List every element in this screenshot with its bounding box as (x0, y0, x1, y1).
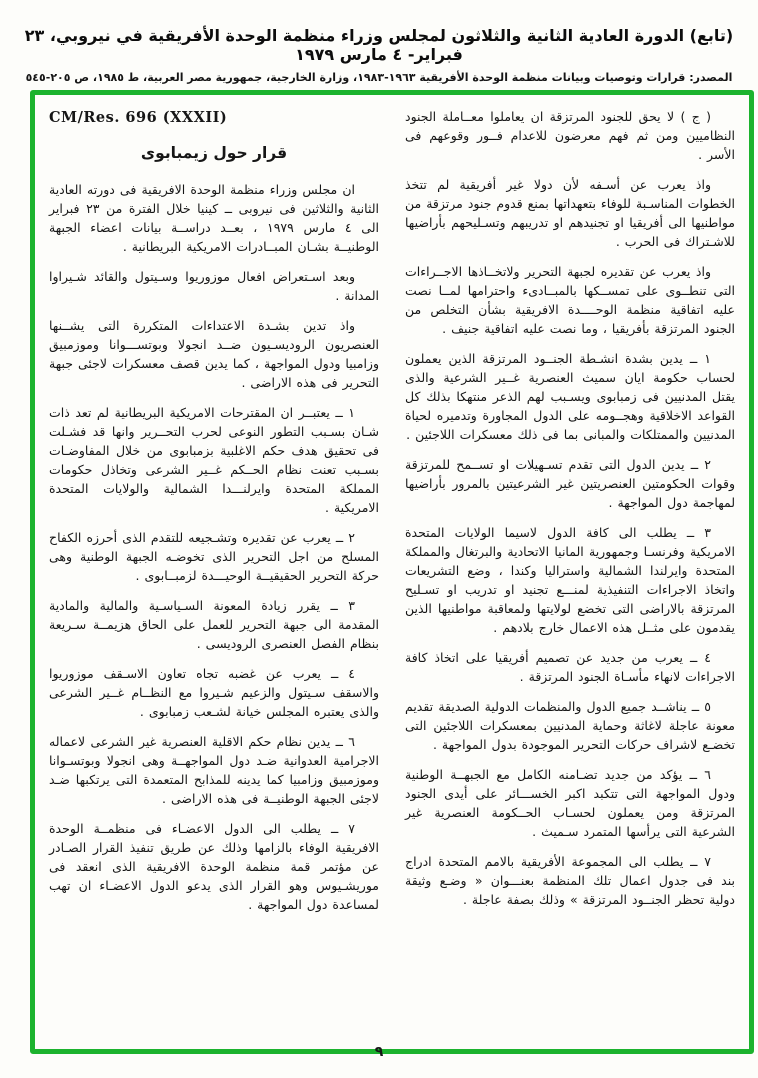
document-frame (30, 90, 754, 1054)
paragraph: ( ج ) لا يحق للجنود المرتزقة ان يعاملوا معــاملة الجنود النظاميين ومن ثم فهم معرضون للاعدام فــور وقوعهم فى الأسر . (405, 109, 735, 162)
column-right (405, 107, 735, 1039)
paragraph: ٣ ــ يطلب الى كافة الدول لاسيما الولايات المتحدة الامريكية وفرنسـا وجمهورية المانيا الاتحادية والبرتغال والمملكة المتحدة وايرلندا الشمالية واستراليا وكندا ، وضع التشريعات واتخاذ الاجراءات التنفيذية لمنـــع تجنيد او تدريب او تسـليح المرتزقة بالاراضى التى تخضع لولايتها ولمعاقبة مواطنيها الذين يقدمون على مثــل هذه الاعمال خارج بلادهم . (405, 525, 735, 635)
paragraph: ٢ ــ يدين الدول التى تقدم تسـهيلات او تســمح للمرتزقة وقوات الحكومتين العنصريتين غير الشرعيتين بالمرور بأراضيها لمهاجمة دول المواجهة . (405, 457, 735, 510)
paragraph: ١ ــ يعتبــر ان المقترحات الامريكية البريطانية لم تعد ذات شـان بسـبب التطور النوعى لحرب التحــرير وانها قد فشـلت فى تحقيق هدف حكم الاغلبية بزمبابوى من خلال المفاوضـات بسـبب تعنت نظام الحــكم غــير الشرعى وتخاذل حكومات المملكة المتحدة وايرلنـــدا الشمالية والولايات المتحدة الامريكية . (49, 405, 379, 515)
paragraph: ٧ ــ يطلب الى الدول الاعضـاء فى منظمــة الوحدة الافريقية الوفاء بالزامها وذلك عن طريق تنفيذ القرار الصـادر عن مؤتمر قمة منظمة الوحدة الافريقية الذى انعقد فى موريشـيوس وهو القرار الذى يدعو الدول الاعضـاء ان تهب لمساعدة دول المواجهة . (49, 821, 379, 912)
paragraph: واذ تدين بشـدة الاعتداءات المتكررة التى يشــنها العنصريون الروديسـيون ضــد انجولا وبوتســـوانا وموزمبيق وزامبيا ودول المواجهة ، كما يدين قصف معسكرات لاجئى جبهة التحرير فى هذه الاراضى . (49, 318, 379, 390)
header-source: المصدر: قرارات وتوصيات وبيانات منظمة الوحدة الأفريقية ١٩٦٣-١٩٨٣، وزارة الخارجية، جمهورية مصر العربية، ط ١٩٨٥، ص ٢٠٥-٥٤٥ (25, 71, 733, 84)
resolution-title: قرار حول زيمبابوى (140, 144, 288, 162)
paragraph: ٢ ــ يعرب عن تقديره وتشـجيعه للتقدم الذى أحرزه الكفاح المسلح من اجل التحرير الذى تخوضـه الجبهة الوطنية وهى حركة التحرير الحقيقيــة الوحيـــدة لزمبــابوى . (49, 530, 379, 583)
paragraph: ٤ ــ يعرب عن غضبه تجاه تعاون الاسـقف موزوريوا والاسقف سـيتول والزعيم شـيروا مع النظــام غــير الشرعى والذى يعتبره المجلس خيانة لشـعب زمبابوى . (49, 666, 379, 719)
paragraph: ٣ ــ يقرر زيادة المعونة السـياسـية والمالية والمادية المقدمة الى جبهة التحرير للعمل على الحاق هزيمــة سـريعة بنظام الفصل العنصرى الروديسى . (49, 598, 379, 651)
paragraph: ١ ــ يدين بشدة انشـطة الجنــود المرتزقة الذين يعملون لحساب حكومة ايان سميث العنصرية غــير الشرعية والذى يقتل المدنيين فى زمبابوى ويسـبب لهم الذعر منتهكا بذلك كل القواعد الاخلاقية وهجــومه على الدول المجاورة وتدميره لحياة المدنيين والممتلكات والمبانى بما فى ذلك معسكرات اللاجئين . (405, 351, 735, 442)
paragraph: وبعد اسـتعراض افعال موزوريوا وسـيتول والقائد شـيراوا المدانة . (49, 269, 379, 303)
paragraph: ٦ ــ يدين نظام حكم الاقلية العنصرية غير الشرعى لاعماله الاجرامية العدوانية ضـد دول المواجهــة وهى انجولا وبوتسـوانا وموزمبيق وزامبيا كما يدينه للمذابح المتعمدة التى يرتكبها ضـد لاجئى الجبهة الوطنيــة فى هذه الاراضى . (49, 734, 379, 806)
text-columns (49, 107, 735, 1039)
paragraph: ٦ ــ يؤكد من جديد تضـامنه الكامل مع الجبهــة الوطنية ودول المواجهة التى تتكبد اكبر الخســـائر على أيدى الجنود المرتزقة ومن يعملون لحسـاب الحــكومة العنصرية غير الشرعية التى يرأسها المتمرد سـميث . (405, 767, 735, 839)
paragraph: ٧ ــ يطلب الى المجموعة الأفريقية بالامم المتحدة ادراج بند فى جدول اعمال تلك المنظمة بعنـــوان « وضـع وثيقة دولية تحظر الجنــود المرتزقة » وذلك بصفة عاجلة . (405, 854, 735, 907)
header-title: (تابع) الدورة العادية الثانية والثلاثون لمجلس وزراء منظمة الوحدة الأفريقية في نيروبي، ٢٣ فبراير- ٤ مارس ١٩٧٩ (24, 26, 734, 64)
page-number: ٩ (374, 1044, 384, 1060)
paragraph: واذ يعرب عن تقديره لجبهة التحرير ولاتخــاذها الاجــراءات التى تنطــوى على تمســكها بالمبــادىء واحترامها لمــا نصت عليه اتفاقية منظمة الوحــــدة الافريقية بشأن التخلص من الجنود المرتزقة بأفريقيا ، وما نصت عليه اتفاقية جنيف . (405, 264, 735, 336)
paragraph: ٥ ــ يناشــد جميع الدول والمنظمات الدولية الصديقة تقديم معونة عاجلة لاغاثة وحماية المدنيين بمعسكرات اللاجئين التى تخضـع لاشراف حركات التحرير الموجودة بدول المواجهة . (405, 699, 735, 752)
paragraph: ان مجلس وزراء منظمة الوحدة الافريقية فى دورته العادية الثانية والثلاثين فى نيروبى ــ كينيا خلال الفترة من ٢٣ فبراير الى ٤ مارس ١٩٧٩ ، بعــد دراســة بيانات اعضاء الجبهة الوطنيــة بشـان المبــادرات الامريكية البريطانية . (49, 182, 379, 254)
column-left (49, 107, 379, 1039)
resolution-ref: CM/Res. 696 (XXXII) (49, 109, 228, 126)
document-header (0, 0, 758, 84)
paragraph: ٤ ــ يعرب من جديد عن تصميم أفريقيا على اتخاذ كافة الاجراءات لانهاء مأسـاة الجنود المرتزقة . (405, 650, 735, 684)
paragraph: واذ يعرب عن أسـفه لأن دولا غير أفريقية لم تتخذ الخطوات المناسـبة للوفاء بتعهداتها بمنع قدوم جنود مرتزقة من مواطنيها الى أفريقيا او تجنيدهم او تدريبهم وتسـليحهم بأراضيها للاشـتراك فى الحرب . (405, 177, 735, 249)
